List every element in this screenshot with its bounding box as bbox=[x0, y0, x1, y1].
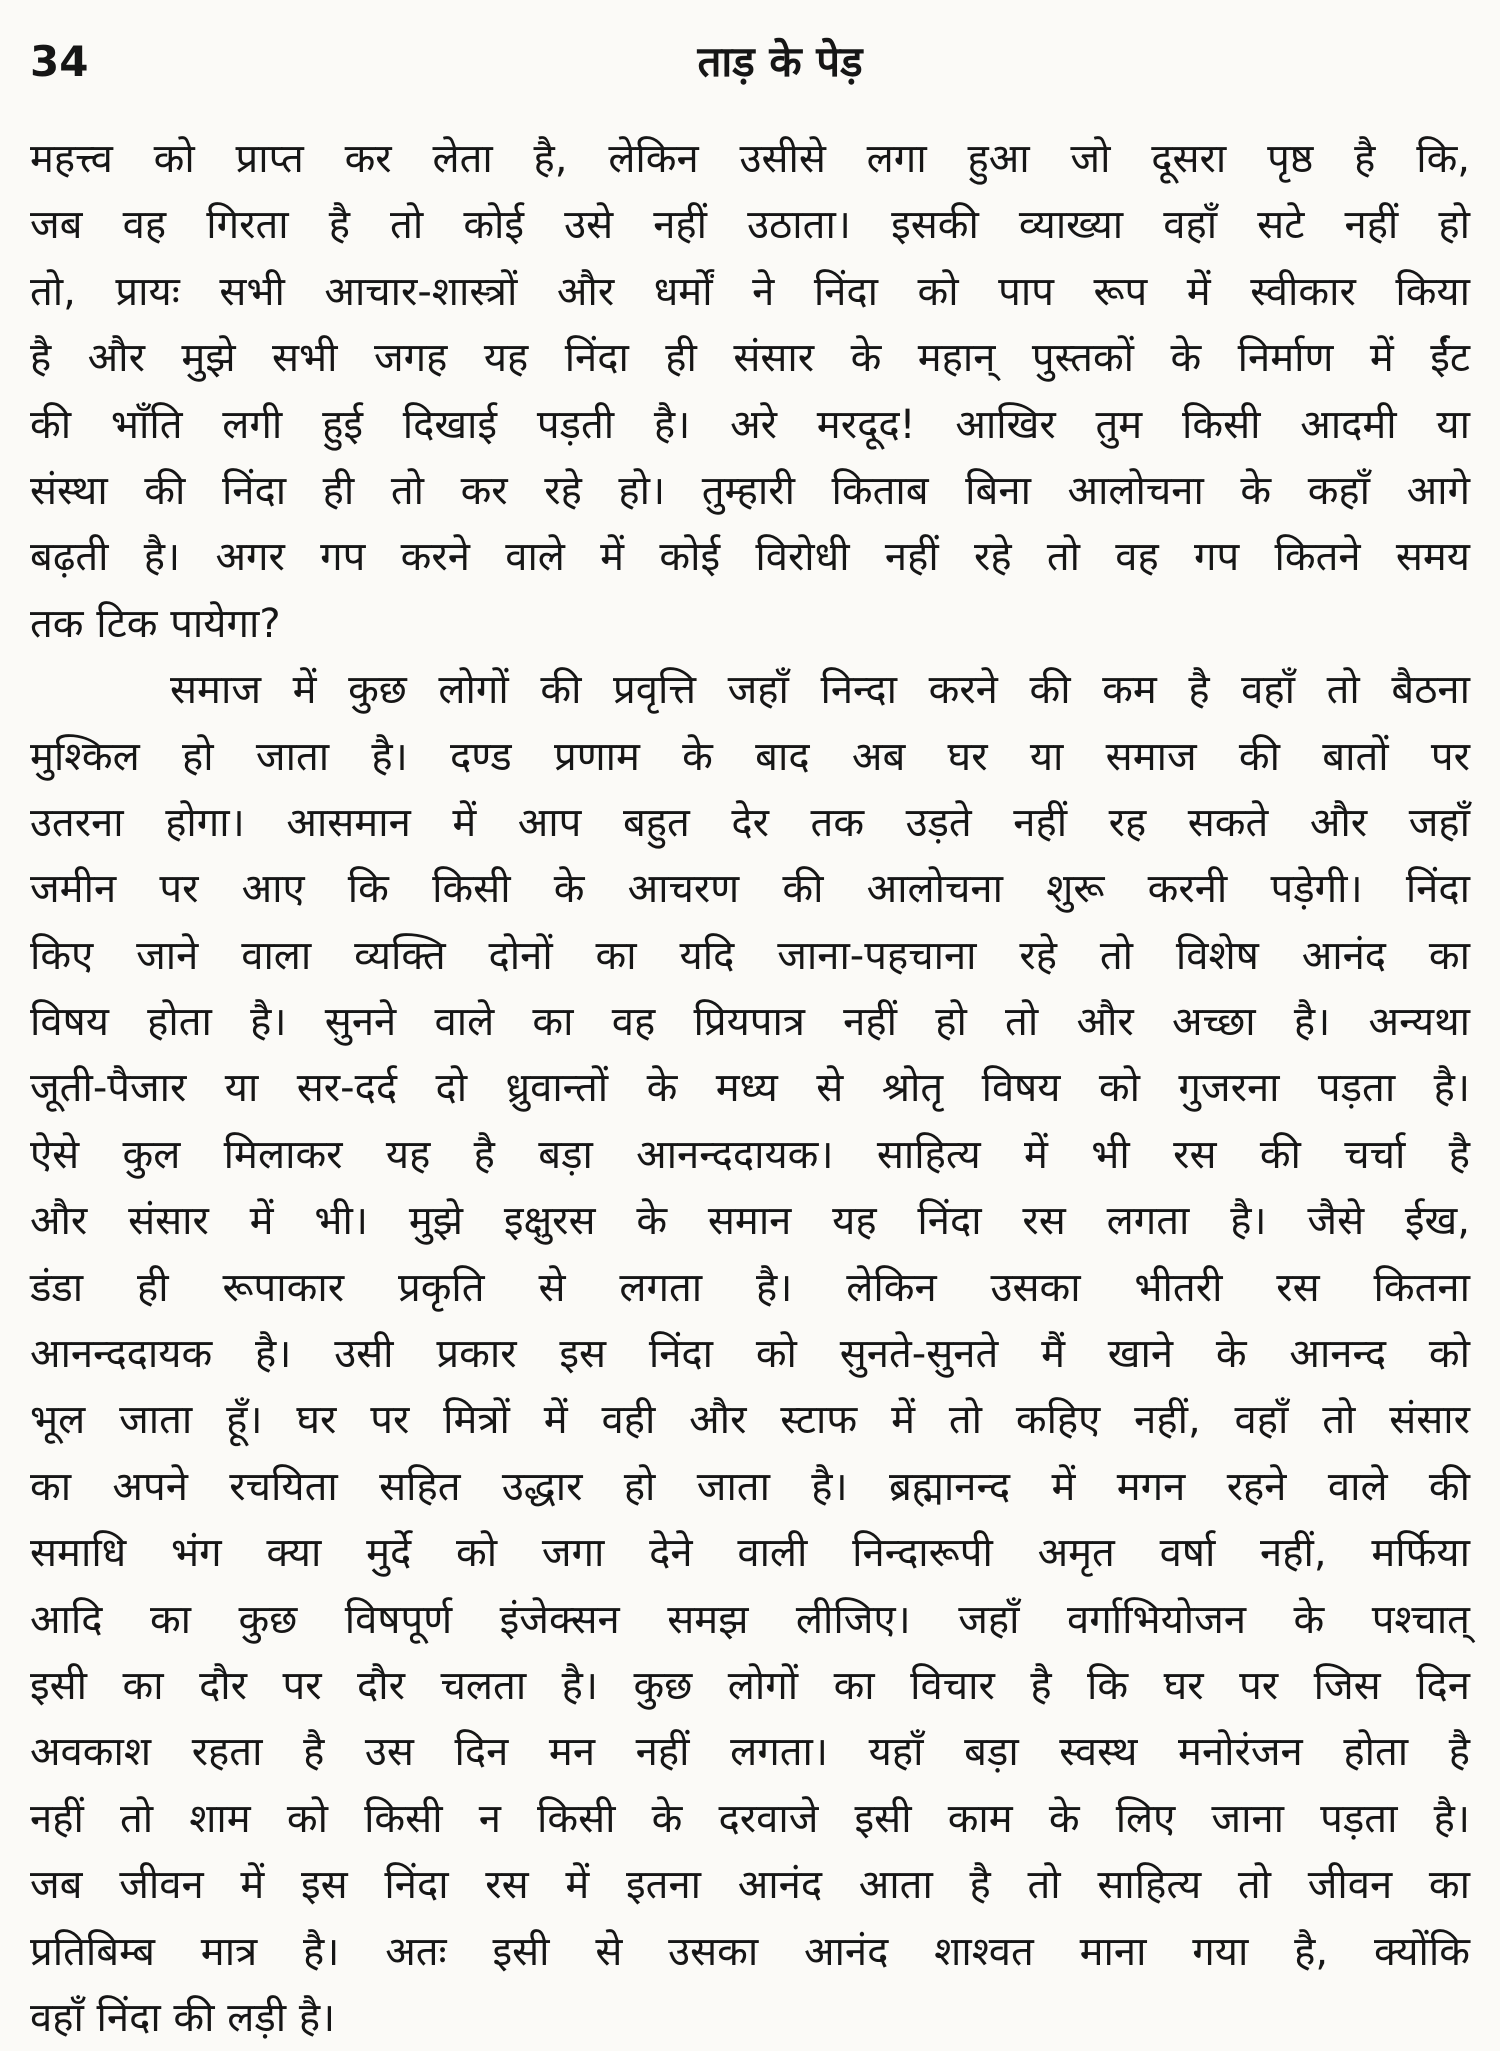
text-line: आदि का कुछ विषपूर्ण इंजेक्सन समझ लीजिए। जहाँ वर्गाभियोजन के पश्चात् bbox=[30, 1596, 1470, 1643]
text-line: उतरना होगा। आसमान में आप बहुत देर तक उड़ते नहीं रह सकते और जहाँ bbox=[30, 799, 1470, 846]
text-line: नहीं तो शाम को किसी न किसी के दरवाजे इसी काम के लिए जाना पड़ता है। bbox=[30, 1795, 1470, 1842]
text-line: इसी का दौर पर दौर चलता है। कुछ लोगों का विचार है कि घर पर जिस दिन bbox=[30, 1662, 1470, 1709]
text-line: ऐसे कुल मिलाकर यह है बड़ा आनन्ददायक। साहित्य में भी रस की चर्चा है bbox=[30, 1131, 1470, 1178]
text-line: तो, प्रायः सभी आचार-शास्त्रों और धर्मों ने निंदा को पाप रूप में स्वीकार किया bbox=[30, 268, 1470, 315]
text-line: है और मुझे सभी जगह यह निंदा ही संसार के महान् पुस्तकों के निर्माण में ईंट bbox=[30, 335, 1470, 382]
text-line: मुश्किल हो जाता है। दण्ड प्रणाम के बाद अब घर या समाज की बातों पर bbox=[30, 733, 1470, 780]
text-line: किए जाने वाला व्यक्ति दोनों का यदि जाना-पहचाना रहे तो विशेष आनंद का bbox=[30, 932, 1470, 979]
text-line: और संसार में भी। मुझे इक्षुरस के समान यह निंदा रस लगता है। जैसे ईख, bbox=[30, 1198, 1470, 1245]
text-line: भूल जाता हूँ। घर पर मित्रों में वही और स्टाफ में तो कहिए नहीं, वहाँ तो संसार bbox=[30, 1397, 1470, 1444]
text-line: जूती-पैजार या सर-दर्द दो ध्रुवान्तों के मध्य से श्रोतृ विषय को गुजरना पड़ता है। bbox=[30, 1065, 1470, 1112]
text-line: की भाँति लगी हुई दिखाई पड़ती है। अरे मरदूद! आखिर तुम किसी आदमी या bbox=[30, 401, 1470, 448]
text-line: जब जीवन में इस निंदा रस में इतना आनंद आता है तो साहित्य तो जीवन का bbox=[30, 1862, 1470, 1909]
text-line: जब वह गिरता है तो कोई उसे नहीं उठाता। इसकी व्याख्या वहाँ सटे नहीं हो bbox=[30, 202, 1470, 249]
text-line: महत्त्व को प्राप्त कर लेता है, लेकिन उसीसे लगा हुआ जो दूसरा पृष्ठ है कि, bbox=[30, 136, 1470, 182]
running-title: ताड़ के पेड़ bbox=[697, 37, 863, 86]
text-line: प्रतिबिम्ब मात्र है। अतः इसी से उसका आनंद शाश्वत माना गया है, क्योंकि bbox=[30, 1928, 1470, 1975]
text-line: समाधि भंग क्या मुर्दे को जगा देने वाली निन्दारूपी अमृत वर्षा नहीं, मर्फिया bbox=[30, 1530, 1470, 1577]
text-line: डंडा ही रूपाकार प्रकृति से लगता है। लेकिन उसका भीतरी रस कितना bbox=[30, 1264, 1470, 1311]
text-line: जमीन पर आए कि किसी के आचरण की आलोचना शुरू करनी पड़ेगी। निंदा bbox=[30, 866, 1470, 913]
page-header bbox=[30, 34, 1470, 104]
text-line: बढ़ती है। अगर गप करने वाले में कोई विरोधी नहीं रहे तो वह गप कितने समय bbox=[30, 534, 1470, 581]
text-line: तक टिक पायेगा? bbox=[30, 600, 281, 647]
text-line: संस्था की निंदा ही तो कर रहे हो। तुम्हारी किताब बिना आलोचना के कहाँ आगे bbox=[30, 467, 1470, 514]
text-line: का अपने रचयिता सहित उद्धार हो जाता है। ब्रह्मानन्द में मगन रहने वाले की bbox=[30, 1463, 1470, 1510]
body-text bbox=[30, 126, 1470, 2051]
paragraph-first-line: समाज में कुछ लोगों की प्रवृत्ति जहाँ निन्दा करने की कम है वहाँ तो बैठना bbox=[170, 667, 1470, 714]
text-line: अवकाश रहता है उस दिन मन नहीं लगता। यहाँ बड़ा स्वस्थ मनोरंजन होता है bbox=[30, 1729, 1470, 1776]
text-line: वहाँ निंदा की लड़ी है। bbox=[30, 1994, 336, 2041]
page-number: 34 bbox=[30, 37, 89, 86]
text-line: आनन्ददायक है। उसी प्रकार इस निंदा को सुनते-सुनते मैं खाने के आनन्द को bbox=[30, 1331, 1470, 1378]
text-line: विषय होता है। सुनने वाले का वह प्रियपात्र नहीं हो तो और अच्छा है। अन्यथा bbox=[30, 999, 1470, 1046]
